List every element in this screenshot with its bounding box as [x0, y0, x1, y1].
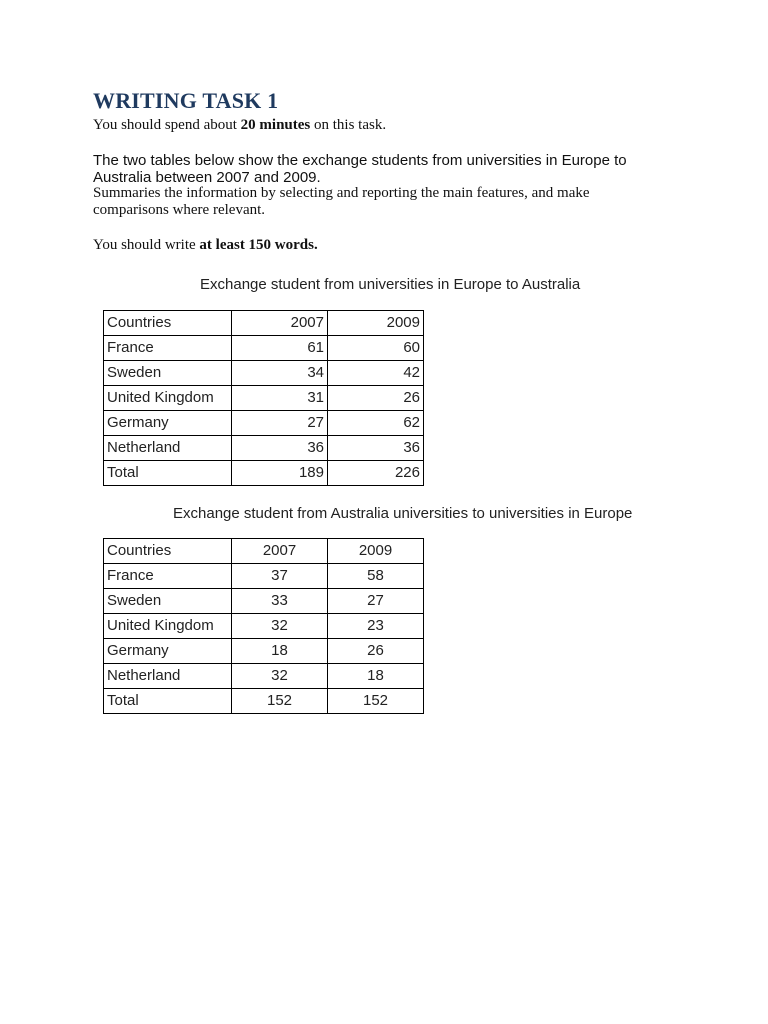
header-cell-2007: 2007 [232, 311, 328, 336]
country-cell: Netherland [104, 664, 232, 689]
country-cell: United Kingdom [104, 614, 232, 639]
value-2007-cell: 33 [232, 589, 328, 614]
value-2009-cell: 36 [328, 436, 424, 461]
word-instruction-prefix: You should write [93, 237, 200, 253]
table-row [104, 411, 424, 436]
table-row [104, 564, 424, 589]
table-row [104, 436, 424, 461]
time-instruction [93, 117, 386, 134]
value-2007-cell: 27 [232, 411, 328, 436]
value-2007-cell: 32 [232, 664, 328, 689]
table-row [104, 589, 424, 614]
header-cell-2009: 2009 [328, 539, 424, 564]
country-cell: Sweden [104, 361, 232, 386]
table-australia-to-europe [103, 538, 424, 714]
value-2009-cell: 62 [328, 411, 424, 436]
value-2009-cell: 23 [328, 614, 424, 639]
table-row [104, 639, 424, 664]
value-2007-cell: 31 [232, 386, 328, 411]
country-cell: Netherland [104, 436, 232, 461]
table-header-row [104, 539, 424, 564]
value-2009-cell: 58 [328, 564, 424, 589]
value-2007-cell: 32 [232, 614, 328, 639]
table-row [104, 361, 424, 386]
table1-caption: Exchange student from universities in Europe to Australia [200, 276, 581, 293]
table-europe-to-australia [103, 310, 424, 486]
table-total-row [104, 689, 424, 714]
header-cell-countries: Countries [104, 539, 232, 564]
word-instruction-bold: at least 150 words. [199, 237, 318, 253]
header-cell-2009: 2009 [328, 311, 424, 336]
word-instruction [93, 237, 318, 254]
total-2007-cell: 189 [232, 461, 328, 486]
table-row [104, 336, 424, 361]
value-2007-cell: 18 [232, 639, 328, 664]
country-cell: France [104, 564, 232, 589]
value-2007-cell: 37 [232, 564, 328, 589]
country-cell: Germany [104, 411, 232, 436]
value-2009-cell: 18 [328, 664, 424, 689]
table-row [104, 386, 424, 411]
value-2007-cell: 36 [232, 436, 328, 461]
header-cell-2007: 2007 [232, 539, 328, 564]
value-2009-cell: 26 [328, 639, 424, 664]
task-intro: The two tables below show the exchange students from universities in Europe to Australia between 2007 and 2009. [93, 152, 627, 186]
country-cell: France [104, 336, 232, 361]
page-title: WRITING TASK 1 [93, 88, 279, 113]
value-2009-cell: 42 [328, 361, 424, 386]
total-label-cell: Total [104, 689, 232, 714]
country-cell: United Kingdom [104, 386, 232, 411]
total-label-cell: Total [104, 461, 232, 486]
table-total-row [104, 461, 424, 486]
time-instruction-suffix: on this task. [310, 117, 387, 133]
total-2007-cell: 152 [232, 689, 328, 714]
time-instruction-prefix: You should spend about [93, 117, 241, 133]
value-2007-cell: 61 [232, 336, 328, 361]
table-row [104, 664, 424, 689]
value-2007-cell: 34 [232, 361, 328, 386]
country-cell: Germany [104, 639, 232, 664]
task-summary: Summaries the information by selecting and reporting the main features, and make comparisons where relevant. [93, 185, 590, 218]
total-2009-cell: 152 [328, 689, 424, 714]
table2-caption: Exchange student from Australia universities to universities in Europe [173, 505, 633, 522]
header-cell-countries: Countries [104, 311, 232, 336]
time-instruction-bold: 20 minutes [240, 117, 311, 133]
table-header-row [104, 311, 424, 336]
value-2009-cell: 26 [328, 386, 424, 411]
table-row [104, 614, 424, 639]
country-cell: Sweden [104, 589, 232, 614]
value-2009-cell: 60 [328, 336, 424, 361]
value-2009-cell: 27 [328, 589, 424, 614]
total-2009-cell: 226 [328, 461, 424, 486]
